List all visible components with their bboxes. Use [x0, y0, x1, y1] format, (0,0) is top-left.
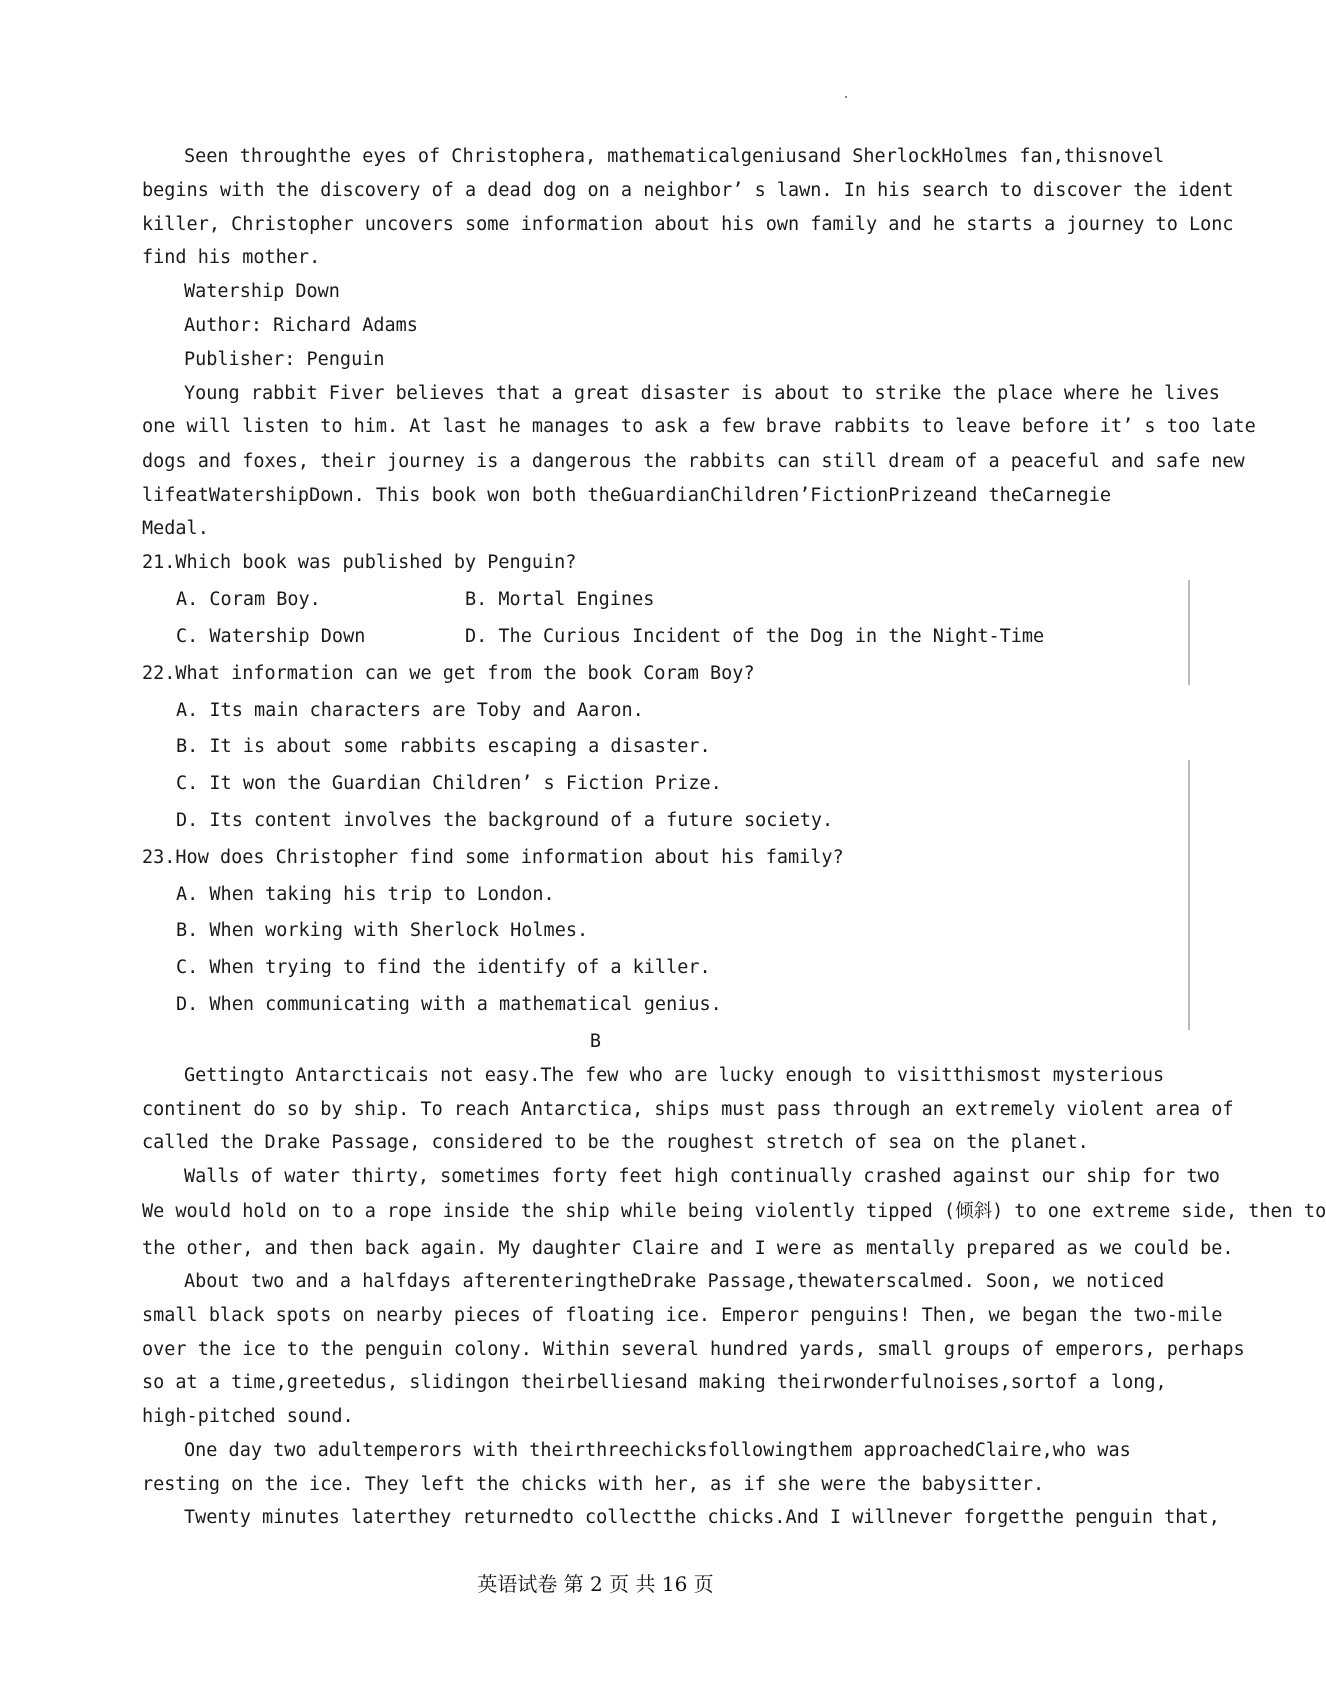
passage-line: small black spots on nearby pieces of floating ice. Emperor penguins! Then, we began the two-mile	[142, 1305, 1223, 1326]
question-option: C. Watership Down	[176, 626, 366, 647]
passage-line: Seen throughthe eyes of Christophera, mathematicalgeniusand SherlockHolmes fan,thisnovel	[184, 146, 1165, 167]
scan-edge-mark	[1188, 580, 1190, 685]
scan-dot	[845, 96, 847, 98]
question-option: B. Mortal Engines	[465, 589, 655, 610]
passage-line: Twenty minutes laterthey returnedto collectthe chicks.And I willnever forgetthe penguin that,	[184, 1507, 1220, 1528]
question-option: D. The Curious Incident of the Dog in the Night-Time	[465, 626, 1045, 647]
question-option: D. Its content involves the background of a future society.	[176, 810, 834, 831]
section-heading: B	[589, 1031, 602, 1052]
passage-line: continent do so by ship. To reach Antarctica, ships must pass through an extremely violent area of	[142, 1099, 1234, 1120]
passage-line: Walls of water thirty, sometimes forty feet high continually crashed against our ship for two	[184, 1166, 1220, 1187]
passage-line: lifeatWatershipDown. This book won both theGuardianChildren’FictionPrizeand theCarnegie	[142, 485, 1112, 506]
passage-line: find his mother.	[142, 247, 321, 268]
page-footer: 英语试卷 第 2 页 共 16 页	[477, 1572, 714, 1596]
passage-line: over the ice to the penguin colony. Within several hundred yards, small groups of emperors, perhaps	[142, 1339, 1245, 1360]
passage-line: called the Drake Passage, considered to be the roughest stretch of sea on the planet.	[142, 1132, 1089, 1153]
passage-line: Gettingto Antarcticais not easy.The few who are lucky enough to visitthismost mysterious	[184, 1065, 1165, 1086]
question-option: C. When trying to find the identify of a killer.	[176, 957, 711, 978]
passage-line: resting on the ice. They left the chicks with her, as if she were the babysitter.	[142, 1474, 1045, 1495]
question-option: C. It won the Guardian Children’ s Fiction Prize.	[176, 773, 722, 794]
book-publisher: Publisher: Penguin	[184, 349, 385, 370]
question-option: A. When taking his trip to London.	[176, 884, 555, 905]
question-option: A. Its main characters are Toby and Aaron.	[176, 700, 644, 721]
question-stem: 23.How does Christopher find some information about his family?	[142, 847, 844, 868]
scan-edge-mark	[1188, 760, 1190, 1030]
passage-line: We would hold on to a rope inside the ship while being violently tipped (倾斜) to one extreme side, then to	[142, 1201, 1326, 1222]
book-author: Author: Richard Adams	[184, 315, 418, 336]
passage-line: begins with the discovery of a dead dog on a neighbor’ s lawn. In his search to discover the ident	[142, 180, 1234, 201]
question-stem: 21.Which book was published by Penguin?	[142, 552, 577, 573]
passage-line: Medal.	[142, 518, 209, 539]
passage-line: high-pitched sound.	[142, 1406, 354, 1427]
question-option: B. It is about some rabbits escaping a disaster.	[176, 736, 711, 757]
passage-line: dogs and foxes, their journey is a dangerous the rabbits can still dream of a peaceful and safe new	[142, 451, 1245, 472]
passage-line: the other, and then back again. My daughter Claire and I were as mentally prepared as we could be.	[142, 1238, 1234, 1259]
passage-line: one will listen to him. At last he manages to ask a few brave rabbits to leave before it’ s too late	[142, 416, 1256, 437]
question-option: D. When communicating with a mathematical genius.	[176, 994, 722, 1015]
passage-line: so at a time,greetedus, slidingon theirbelliesand making theirwonderfulnoises,sortof a long,	[142, 1372, 1167, 1393]
question-option: B. When working with Sherlock Holmes.	[176, 920, 589, 941]
passage-line: One day two adultemperors with theirthreechicksfollowingthem approachedClaire,who was	[184, 1440, 1131, 1461]
question-option: A. Coram Boy.	[176, 589, 321, 610]
passage-line: killer, Christopher uncovers some information about his own family and he starts a journey to Lonc	[142, 214, 1234, 235]
passage-line: About two and a halfdays afterenteringtheDrake Passage,thewaterscalmed. Soon, we noticed	[184, 1271, 1165, 1292]
question-stem: 22.What information can we get from the book Coram Boy?	[142, 663, 755, 684]
passage-line: Young rabbit Fiver believes that a great disaster is about to strike the place where he lives	[184, 383, 1220, 404]
book-title: Watership Down	[184, 281, 340, 302]
